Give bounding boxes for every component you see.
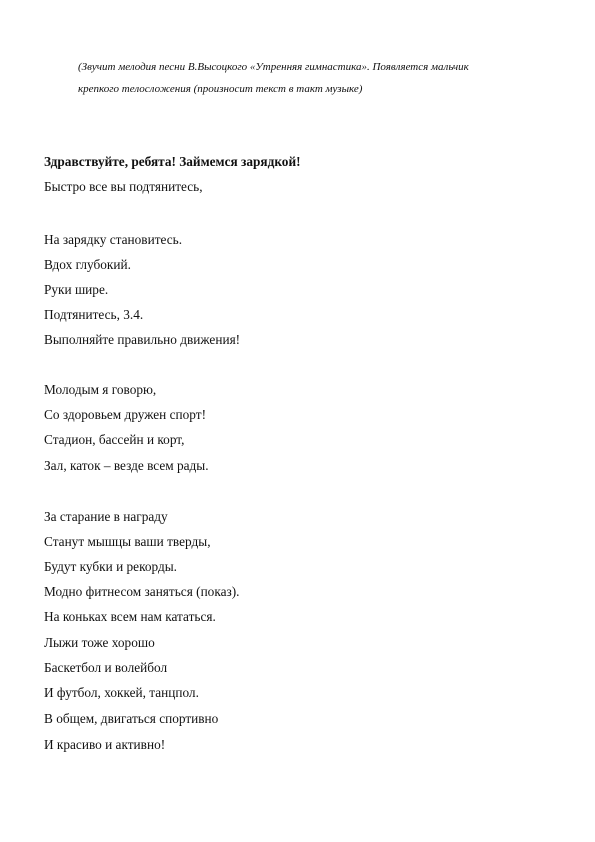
verse-line: Выполняйте правильно движения! — [44, 332, 241, 347]
verse-line: Руки шире. — [44, 282, 109, 297]
verse-line: В общем, двигаться спортивно — [44, 711, 219, 726]
verse-line: Вдох глубокий. — [44, 257, 131, 272]
stage-direction — [78, 56, 548, 100]
verse-line: И футбол, хоккей, танцпол. — [44, 685, 199, 700]
verse-line: Стадион, бассейн и корт, — [44, 432, 185, 447]
verse-line: Станут мышцы ваши тверды, — [44, 534, 211, 549]
verse-line: За старание в награду — [44, 509, 168, 524]
stage-direction-line-1: (Звучит мелодия песни В.Высоцкого «Утренняя гимнастика». Появляется мальчик — [78, 61, 469, 73]
verse-line: На зарядку становитесь. — [44, 232, 183, 247]
verse-line: Подтянитесь, 3.4. — [44, 307, 144, 322]
verse-line: На коньках всем нам кататься. — [44, 609, 216, 624]
greeting-heading: Здравствуйте, ребята! Займемся зарядкой! — [44, 154, 301, 169]
verse-line: Будут кубки и рекорды. — [44, 559, 177, 574]
verse-line: Лыжи тоже хорошо — [44, 635, 155, 650]
verse-line: Быстро все вы подтянитесь, — [44, 179, 203, 194]
verse-line: Баскетбол и волейбол — [44, 660, 168, 675]
verse-line: Со здоровьем дружен спорт! — [44, 407, 206, 422]
verse-line: Модно фитнесом заняться (показ). — [44, 584, 240, 599]
stage-direction-line-2: крепкого телосложения (произносит текст в такт музыке) — [78, 83, 363, 95]
verse-line: Зал, каток – везде всем рады. — [44, 458, 209, 473]
verse-line: И красиво и активно! — [44, 737, 166, 752]
verse-line: Молодым я говорю, — [44, 382, 157, 397]
